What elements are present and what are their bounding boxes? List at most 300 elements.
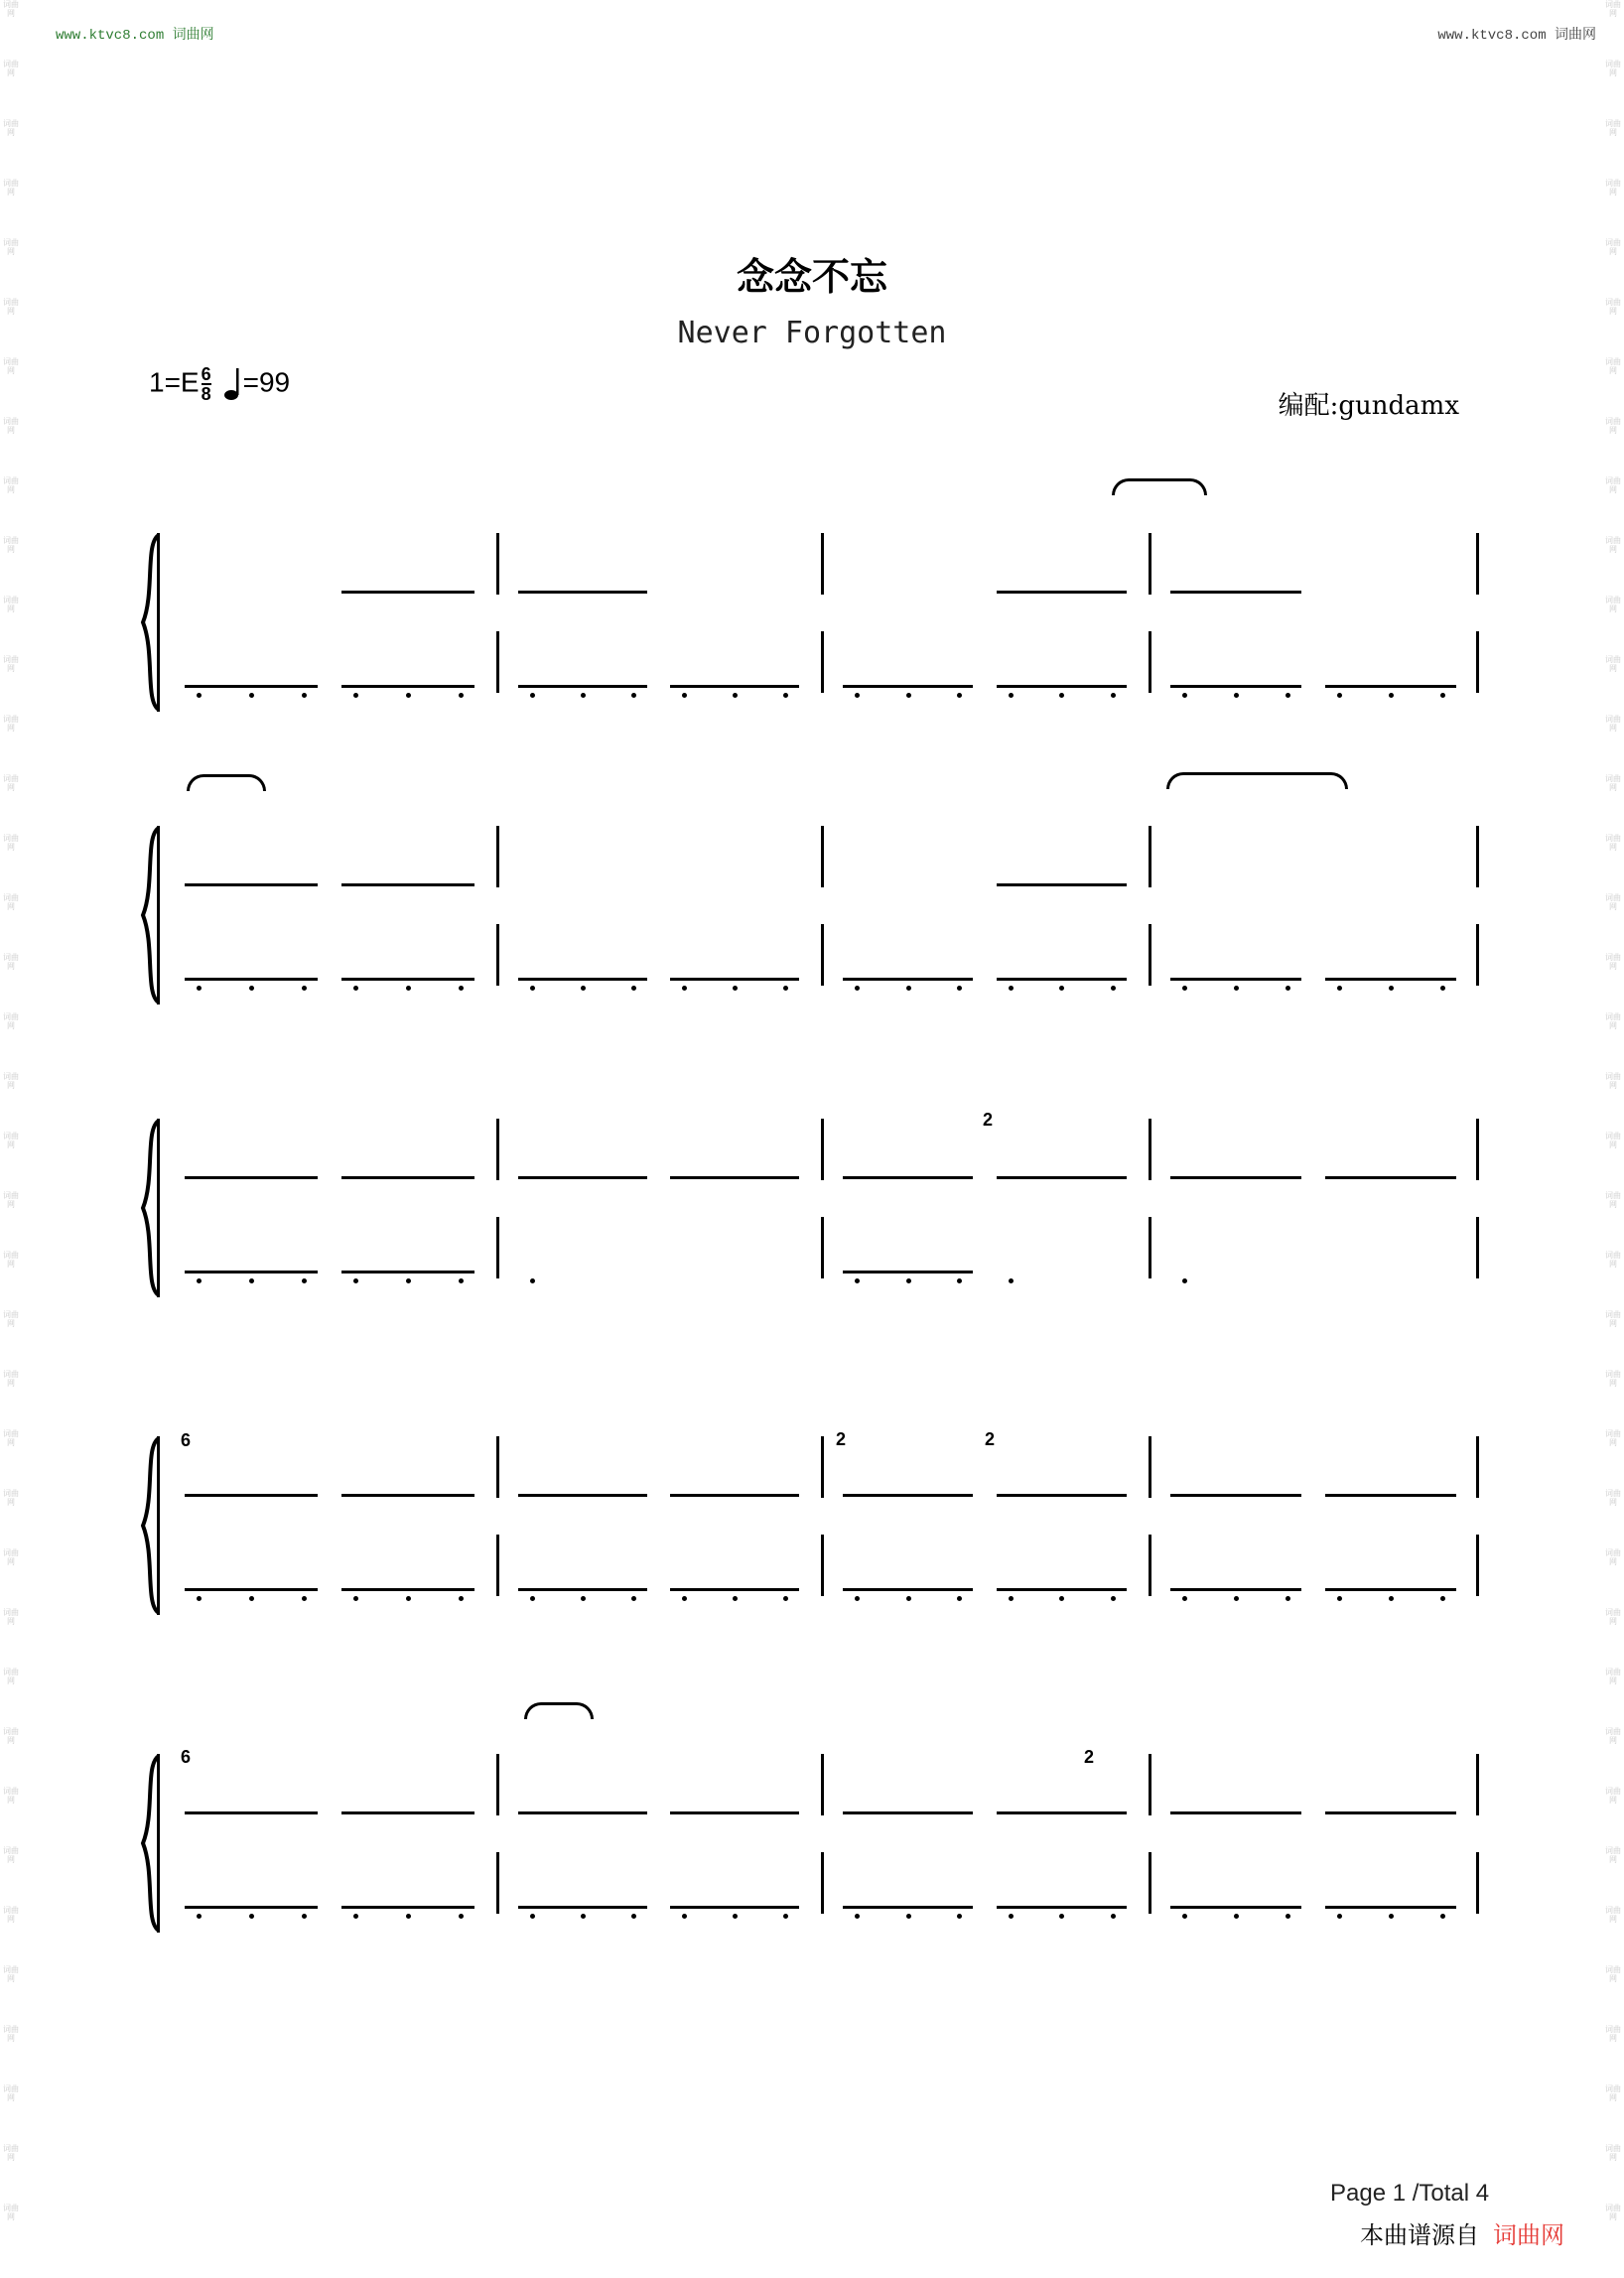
bass-beam — [1325, 685, 1456, 688]
bar-line — [496, 924, 499, 986]
bass-beam — [185, 1588, 318, 1591]
melody-beam — [997, 1176, 1127, 1179]
bar-line — [1149, 924, 1151, 986]
bass-beam — [518, 978, 647, 981]
bass-beam — [1325, 1588, 1456, 1591]
melody-beam — [997, 1811, 1127, 1814]
lower-octave-dot — [530, 1278, 535, 1283]
lower-octave-dot — [957, 693, 962, 698]
side-watermark-text: 词曲网 — [1605, 119, 1621, 137]
melody-beam — [1170, 591, 1301, 594]
lower-octave-dot — [1389, 986, 1394, 991]
side-watermark-text: 词曲网 — [1605, 715, 1621, 733]
bar-line — [1149, 533, 1151, 595]
lower-octave-dot — [783, 1596, 788, 1601]
watermark-left: www.ktvc8.com 词曲网 — [56, 28, 214, 44]
lower-octave-dot — [353, 693, 358, 698]
bar-line — [496, 533, 499, 595]
tie-arc — [187, 774, 266, 791]
score-title: 念念不忘 — [736, 255, 887, 299]
side-watermark-text: 词曲网 — [1605, 179, 1621, 197]
grand-staff-brace — [135, 826, 165, 1005]
lower-octave-dot — [353, 986, 358, 991]
tie-arc — [524, 1702, 594, 1719]
melody-beam — [843, 1494, 973, 1497]
melody-beam — [843, 1176, 973, 1179]
lower-octave-dot — [783, 693, 788, 698]
lower-octave-dot — [197, 693, 202, 698]
side-watermark-text: 词曲网 — [1605, 1727, 1621, 1745]
lower-octave-dot — [1389, 1596, 1394, 1601]
lower-octave-dot — [1059, 1596, 1064, 1601]
side-watermark-text: 词曲网 — [3, 655, 19, 673]
lower-octave-dot — [1389, 1914, 1394, 1919]
bar-line — [1149, 1754, 1151, 1815]
bar-line — [1476, 1754, 1479, 1815]
side-watermark-text: 词曲网 — [3, 417, 19, 435]
bass-beam — [843, 1588, 973, 1591]
lower-octave-dot — [906, 1278, 911, 1283]
bar-line — [821, 1535, 824, 1596]
bar-line — [1476, 533, 1479, 595]
system-left-barline — [157, 1119, 160, 1297]
lower-octave-dot — [1009, 1278, 1014, 1283]
bar-line — [1149, 1217, 1151, 1278]
lower-octave-dot — [1337, 1914, 1342, 1919]
bar-line — [496, 1535, 499, 1596]
score-system — [0, 1712, 1624, 1970]
side-watermark-text: 词曲网 — [1605, 655, 1621, 673]
melody-beam — [1170, 1811, 1301, 1814]
side-watermark-text: 词曲网 — [1605, 1310, 1621, 1328]
lower-octave-dot — [682, 1914, 687, 1919]
melody-beam — [518, 591, 647, 594]
lower-octave-dot — [406, 1914, 411, 1919]
lower-octave-dot — [459, 1596, 464, 1601]
bass-beam — [997, 1906, 1127, 1909]
lower-octave-dot — [682, 693, 687, 698]
melody-beam — [341, 591, 474, 594]
lower-octave-dot — [459, 1278, 464, 1283]
lower-octave-dot — [581, 693, 586, 698]
side-watermark-text: 词曲网 — [3, 1787, 19, 1805]
side-watermark-text: 词曲网 — [1605, 1489, 1621, 1507]
lower-octave-dot — [353, 1278, 358, 1283]
bar-line — [1149, 826, 1151, 887]
lower-octave-dot — [1286, 1914, 1290, 1919]
side-watermark-text: 词曲网 — [3, 1132, 19, 1149]
melody-beam — [1170, 1494, 1301, 1497]
side-watermark-text: 词曲网 — [3, 1608, 19, 1626]
grace-note: 6 — [181, 1747, 192, 1767]
lower-octave-dot — [1337, 986, 1342, 991]
melody-beam — [997, 883, 1127, 886]
lower-octave-dot — [957, 1914, 962, 1919]
lower-octave-dot — [733, 693, 738, 698]
bass-beam — [843, 685, 973, 688]
lower-octave-dot — [1009, 1596, 1014, 1601]
side-watermark-text: 词曲网 — [3, 536, 19, 554]
lower-octave-dot — [783, 1914, 788, 1919]
melody-beam — [185, 1176, 318, 1179]
side-watermark-text: 词曲网 — [3, 1310, 19, 1328]
bass-beam — [1170, 1588, 1301, 1591]
side-watermark-text: 词曲网 — [3, 1251, 19, 1269]
side-watermark-text: 词曲网 — [3, 2084, 19, 2102]
source-site-link[interactable]: 词曲网 — [1493, 2222, 1564, 2249]
bass-beam — [341, 685, 474, 688]
melody-beam — [997, 591, 1127, 594]
bass-beam — [670, 685, 799, 688]
lower-octave-dot — [581, 986, 586, 991]
bass-beam — [1170, 978, 1301, 981]
bass-beam — [843, 1906, 973, 1909]
side-watermark-text: 词曲网 — [1605, 536, 1621, 554]
lower-octave-dot — [855, 1278, 860, 1283]
lower-octave-dot — [1059, 1914, 1064, 1919]
lower-octave-dot — [197, 1914, 202, 1919]
lower-octave-dot — [855, 1914, 860, 1919]
side-watermark-text: 词曲网 — [1605, 1608, 1621, 1626]
melody-beam — [341, 1811, 474, 1814]
source-label: 本曲谱源自 — [1360, 2222, 1479, 2249]
time-numerator: 6 — [201, 364, 211, 384]
lower-octave-dot — [733, 1914, 738, 1919]
lower-octave-dot — [459, 1914, 464, 1919]
bar-line — [821, 1754, 824, 1815]
bar-line — [821, 1436, 824, 1498]
lower-octave-dot — [1234, 1914, 1239, 1919]
lower-octave-dot — [906, 1596, 911, 1601]
side-watermark-text: 词曲网 — [3, 1668, 19, 1685]
lower-octave-dot — [302, 1914, 307, 1919]
lower-octave-dot — [1286, 986, 1290, 991]
side-watermark-text: 词曲网 — [1605, 476, 1621, 494]
bass-beam — [1170, 1906, 1301, 1909]
bar-line — [1476, 924, 1479, 986]
grand-staff-brace — [135, 1754, 165, 1933]
bar-line — [1149, 631, 1151, 693]
lower-octave-dot — [906, 986, 911, 991]
lower-octave-dot — [581, 1914, 586, 1919]
tie-arc — [1166, 772, 1348, 789]
melody-beam — [670, 1494, 799, 1497]
lower-octave-dot — [1182, 693, 1187, 698]
lower-octave-dot — [459, 986, 464, 991]
score-system — [0, 1395, 1624, 1653]
melody-beam — [185, 1494, 318, 1497]
side-watermark-text: 词曲网 — [1605, 0, 1621, 18]
lower-octave-dot — [906, 1914, 911, 1919]
lower-octave-dot — [1234, 986, 1239, 991]
bar-line — [496, 1217, 499, 1278]
bass-beam — [185, 1906, 318, 1909]
bass-beam — [185, 685, 318, 688]
bass-beam — [670, 978, 799, 981]
melody-beam — [341, 1176, 474, 1179]
tie-arc — [1112, 478, 1207, 495]
lower-octave-dot — [1182, 986, 1187, 991]
bar-line — [496, 1852, 499, 1914]
melody-beam — [670, 1176, 799, 1179]
lower-octave-dot — [1009, 693, 1014, 698]
lower-octave-dot — [1234, 1596, 1239, 1601]
melody-beam — [1325, 1494, 1456, 1497]
side-watermark-text: 词曲网 — [1605, 893, 1621, 911]
side-watermark-text: 词曲网 — [3, 1906, 19, 1924]
side-watermark-text: 词曲网 — [1605, 2025, 1621, 2043]
lower-octave-dot — [1234, 693, 1239, 698]
time-denominator: 8 — [201, 384, 211, 404]
melody-beam — [341, 883, 474, 886]
melody-beam — [670, 1811, 799, 1814]
melody-beam — [997, 1494, 1127, 1497]
side-watermark-text: 词曲网 — [3, 1548, 19, 1566]
bass-beam — [1325, 1906, 1456, 1909]
side-watermark-text: 词曲网 — [3, 1370, 19, 1388]
side-watermark-text: 词曲网 — [1605, 1906, 1621, 1924]
lower-octave-dot — [1286, 693, 1290, 698]
lower-octave-dot — [783, 986, 788, 991]
lower-octave-dot — [1440, 1596, 1445, 1601]
bass-beam — [341, 978, 474, 981]
side-watermark-text: 词曲网 — [1605, 1012, 1621, 1030]
lower-octave-dot — [249, 1596, 254, 1601]
side-watermark-text: 词曲网 — [3, 2144, 19, 2162]
side-watermark-text: 词曲网 — [3, 119, 19, 137]
lower-octave-dot — [353, 1596, 358, 1601]
lower-octave-dot — [1009, 986, 1014, 991]
bass-beam — [518, 1906, 647, 1909]
bar-line — [1476, 631, 1479, 693]
lower-octave-dot — [406, 1278, 411, 1283]
time-signature — [202, 365, 211, 403]
tempo-value: =99 — [242, 366, 291, 398]
lower-octave-dot — [1182, 1914, 1187, 1919]
side-watermark-text: 词曲网 — [3, 476, 19, 494]
side-watermark-text: 词曲网 — [3, 893, 19, 911]
lower-octave-dot — [249, 1278, 254, 1283]
side-watermark-text: 词曲网 — [3, 1429, 19, 1447]
side-watermark-text: 词曲网 — [1605, 834, 1621, 852]
bar-line — [821, 826, 824, 887]
side-watermark-text: 词曲网 — [3, 953, 19, 971]
side-watermark-text: 词曲网 — [1605, 1846, 1621, 1864]
lower-octave-dot — [249, 693, 254, 698]
score-system — [0, 784, 1624, 1042]
lower-octave-dot — [733, 986, 738, 991]
side-watermark-text: 词曲网 — [3, 2204, 19, 2221]
lower-octave-dot — [957, 1278, 962, 1283]
lower-octave-dot — [302, 693, 307, 698]
bar-line — [1476, 826, 1479, 887]
source-credit — [1360, 2215, 1564, 2250]
bass-beam — [997, 685, 1127, 688]
lower-octave-dot — [1337, 1596, 1342, 1601]
lower-octave-dot — [631, 693, 636, 698]
side-watermark-text: 词曲网 — [1605, 596, 1621, 613]
system-left-barline — [157, 826, 160, 1005]
bar-line — [496, 826, 499, 887]
melody-beam — [518, 1494, 647, 1497]
bass-beam — [843, 1271, 973, 1273]
lower-octave-dot — [855, 986, 860, 991]
system-left-barline — [157, 533, 160, 712]
side-watermark-text: 词曲网 — [3, 715, 19, 733]
bar-line — [1476, 1436, 1479, 1498]
grace-note: 2 — [836, 1429, 847, 1449]
side-watermark-text: 词曲网 — [1605, 1429, 1621, 1447]
bass-beam — [518, 685, 647, 688]
quarter-note-icon — [223, 366, 243, 402]
side-watermark-text: 词曲网 — [1605, 2204, 1621, 2221]
side-watermark-text: 词曲网 — [1605, 1548, 1621, 1566]
lower-octave-dot — [530, 986, 535, 991]
side-watermark-text: 词曲网 — [1605, 417, 1621, 435]
bar-line — [821, 533, 824, 595]
bass-beam — [1170, 685, 1301, 688]
side-watermark-text: 词曲网 — [3, 1846, 19, 1864]
side-watermark-text: 词曲网 — [1605, 953, 1621, 971]
side-watermark-text: 词曲网 — [1605, 298, 1621, 316]
melody-beam — [185, 1811, 318, 1814]
bass-beam — [185, 1271, 318, 1273]
lower-octave-dot — [1389, 693, 1394, 698]
lower-octave-dot — [631, 986, 636, 991]
key-tempo-line — [149, 365, 290, 403]
side-watermark-text: 词曲网 — [3, 179, 19, 197]
side-watermark-text: 词曲网 — [3, 60, 19, 77]
system-left-barline — [157, 1436, 160, 1615]
lower-octave-dot — [197, 1596, 202, 1601]
lower-octave-dot — [406, 1596, 411, 1601]
bass-beam — [518, 1588, 647, 1591]
side-watermark-text: 词曲网 — [3, 1489, 19, 1507]
side-watermark-text: 词曲网 — [3, 1965, 19, 1983]
lower-octave-dot — [1111, 1914, 1116, 1919]
grace-note: 6 — [181, 1430, 192, 1450]
score-system — [0, 1077, 1624, 1335]
side-watermark-text: 词曲网 — [3, 238, 19, 256]
lower-octave-dot — [581, 1596, 586, 1601]
melody-beam — [843, 1811, 973, 1814]
lower-octave-dot — [1059, 986, 1064, 991]
melody-beam — [1325, 1811, 1456, 1814]
bar-line — [821, 1217, 824, 1278]
melody-beam — [1170, 1176, 1301, 1179]
bar-line — [1149, 1436, 1151, 1498]
side-watermark-text: 词曲网 — [1605, 1370, 1621, 1388]
lower-octave-dot — [530, 1914, 535, 1919]
melody-beam — [185, 883, 318, 886]
lower-octave-dot — [957, 986, 962, 991]
lower-octave-dot — [1059, 693, 1064, 698]
side-watermark-text: 词曲网 — [1605, 2144, 1621, 2162]
lower-octave-dot — [631, 1914, 636, 1919]
side-watermark-text: 词曲网 — [3, 834, 19, 852]
bar-line — [1476, 1119, 1479, 1180]
side-watermark-text: 词曲网 — [1605, 1132, 1621, 1149]
lower-octave-dot — [249, 1914, 254, 1919]
arranger-credit: 编配:gundamx — [1278, 391, 1459, 421]
bar-line — [496, 1436, 499, 1498]
bar-line — [496, 1119, 499, 1180]
side-watermark-text: 词曲网 — [3, 0, 19, 18]
lower-octave-dot — [855, 693, 860, 698]
lower-octave-dot — [406, 693, 411, 698]
lower-octave-dot — [197, 986, 202, 991]
side-watermark-text: 词曲网 — [3, 774, 19, 792]
bar-line — [821, 924, 824, 986]
lower-octave-dot — [530, 1596, 535, 1601]
grace-note: 2 — [1084, 1747, 1095, 1767]
side-watermark-text: 词曲网 — [3, 1072, 19, 1090]
side-watermark-text: 词曲网 — [3, 2025, 19, 2043]
lower-octave-dot — [1182, 1278, 1187, 1283]
side-watermark-text: 词曲网 — [3, 1191, 19, 1209]
side-watermark-text: 词曲网 — [3, 298, 19, 316]
side-watermark-text: 词曲网 — [1605, 2084, 1621, 2102]
melody-beam — [1325, 1176, 1456, 1179]
bar-line — [1149, 1119, 1151, 1180]
lower-octave-dot — [1440, 693, 1445, 698]
lower-octave-dot — [733, 1596, 738, 1601]
side-watermark-text: 词曲网 — [1605, 1787, 1621, 1805]
lower-octave-dot — [1440, 986, 1445, 991]
side-watermark-text: 词曲网 — [1605, 238, 1621, 256]
bass-beam — [1325, 978, 1456, 981]
bass-beam — [341, 1906, 474, 1909]
side-watermark-text: 词曲网 — [1605, 1072, 1621, 1090]
lower-octave-dot — [682, 1596, 687, 1601]
lower-octave-dot — [1440, 1914, 1445, 1919]
lower-octave-dot — [353, 1914, 358, 1919]
bar-line — [1149, 1535, 1151, 1596]
lower-octave-dot — [1182, 1596, 1187, 1601]
system-left-barline — [157, 1754, 160, 1933]
bass-beam — [670, 1588, 799, 1591]
grand-staff-brace — [135, 533, 165, 712]
lower-octave-dot — [1111, 1596, 1116, 1601]
bass-beam — [997, 978, 1127, 981]
lower-octave-dot — [302, 1278, 307, 1283]
page-indicator: Page 1 /Total 4 — [1330, 2180, 1490, 2207]
side-watermark-text: 词曲网 — [3, 1727, 19, 1745]
side-watermark-text: 词曲网 — [3, 596, 19, 613]
lower-octave-dot — [957, 1596, 962, 1601]
watermark-right: www.ktvc8.com 词曲网 — [1437, 28, 1596, 44]
lower-octave-dot — [459, 693, 464, 698]
lower-octave-dot — [302, 1596, 307, 1601]
lower-octave-dot — [302, 986, 307, 991]
grand-staff-brace — [135, 1436, 165, 1615]
lower-octave-dot — [1111, 986, 1116, 991]
lower-octave-dot — [1111, 693, 1116, 698]
bass-beam — [997, 1588, 1127, 1591]
lower-octave-dot — [1286, 1596, 1290, 1601]
bar-line — [821, 631, 824, 693]
side-watermark-text: 词曲网 — [3, 1012, 19, 1030]
side-watermark-text: 词曲网 — [1605, 357, 1621, 375]
bar-line — [1476, 1852, 1479, 1914]
bar-line — [1476, 1535, 1479, 1596]
lower-octave-dot — [197, 1278, 202, 1283]
key-signature: 1=E — [149, 366, 200, 398]
lower-octave-dot — [249, 986, 254, 991]
bass-beam — [341, 1588, 474, 1591]
lower-octave-dot — [1337, 693, 1342, 698]
lower-octave-dot — [855, 1596, 860, 1601]
